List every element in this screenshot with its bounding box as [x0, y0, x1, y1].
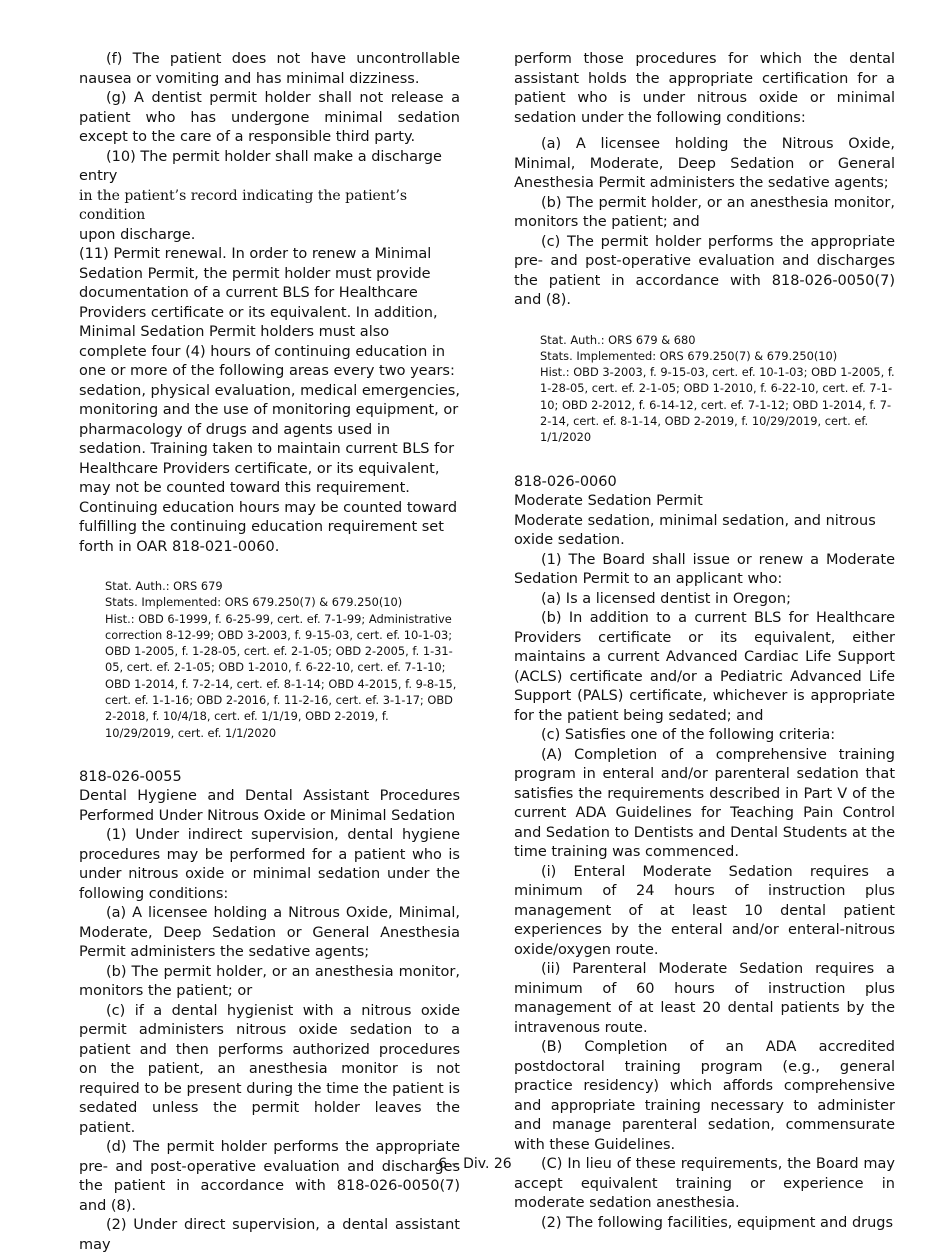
paragraph: (2) The following facilities, equipment and drugs: [541, 1214, 894, 1231]
statutory-history: [540, 332, 895, 446]
paragraph: (c) The permit holder performs the appropriate pre- and post-operative evaluation and discharges the patient in accordance with 818-026-0050(7) and (8).: [514, 233, 895, 308]
paragraph: (1) Under indirect supervision, dental hygiene procedures may be performed for a patient who is under nitrous oxide or minimal sedation under the following conditions:: [79, 827, 460, 902]
paragraph: (a) A licensee holding a Nitrous Oxide, Minimal, Moderate, Deep Sedation or General Anesthesia Permit administers the sedative agents;: [79, 905, 460, 961]
paragraph: (b) The permit holder, or an anesthesia monitor, monitors the patient; and: [514, 194, 895, 230]
paragraph: (c) if a dental hygienist with a nitrous oxide permit administers nitrous oxide sedation to a patient and then performs authorized procedures on the patient, an anesthesia monitor is not required to be present during the time the patient is sedated unless the permit holder leaves the patient.: [79, 1002, 460, 1136]
paragraph: (C) In lieu of these requirements, the Board may accept equivalent training or experience in moderate sedation anesthesia.: [514, 1156, 895, 1212]
paragraph: (A) Completion of a comprehensive training program in enteral and/or parenteral sedation that satisfies the requirements described in Part V of the current ADA Guidelines for Teaching Pain Control and Sedation to Dentists and Dental Students at the time training was commenced.: [514, 746, 895, 861]
paragraph: (ii) Parenteral Moderate Sedation requires a minimum of 60 hours of instruction plus management of at least 20 dental patients by the intravenous route.: [514, 961, 895, 1036]
paragraph: (a) A licensee holding the Nitrous Oxide, Minimal, Moderate, Deep Sedation or General Anesthesia Permit administers the sedative agents;: [514, 136, 895, 191]
rule-number: 818-026-0055: [79, 768, 182, 785]
paragraph: (2) Under direct supervision, a dental assistant may: [79, 1217, 460, 1253]
stat-auth: Stat. Auth.: ORS 679: [105, 579, 223, 593]
history-note: Hist.: OBD 3-2003, f. 9-15-03, cert. ef. 10-1-03; OBD 1-2005, f. 1-28-05, cert. ef. 2-1-05; OBD 1-2010, f. 6-22-10, cert. ef. 7-1-10; OBD 2-2012, f. 6-14-12, cert. ef. 7-1-12; OBD 1-2014, f. 7-2-14, cert. ef. 8-1-14, OBD 2-2019, f. 10/29/2019, cert. ef. 1/1/2020: [540, 365, 895, 445]
right-column: [514, 50, 895, 1233]
paragraph: (1) The Board shall issue or renew a Moderate Sedation Permit to an applicant who:: [514, 551, 895, 588]
paragraph: (11) Permit renewal. In order to renew a Minimal Sedation Permit, the permit holder must provide documentation of a current BLS for Healthcare Providers certificate or its equivalent. In addition, Minimal Sedation Permit holders must also complete four (4) hours of continuing education in one or more of the following areas every two years: sedation, physical evaluation, medical emergencies, monitoring and the use of monitoring equipment, or pharmacology of drugs and agents used in sedation. Training taken to maintain current BLS for Healthcare Providers certificate, or its equivalent, may not be counted toward this requirement. Continuing education hours may be counted toward fulfilling the continuing education requirement set forth in OAR 818-021-0060.: [79, 246, 460, 555]
paragraph: (d) The permit holder performs the appropriate pre- and post-operative evaluation and discharges the patient in accordance with 818-026-0050(7) and (8).: [79, 1139, 460, 1214]
paragraph: perform those procedures for which the dental assistant holds the appropriate certification for a patient who is under nitrous oxide or minimal sedation under the following conditions:: [514, 51, 895, 126]
paragraph: in the patient’s record indicating the patient’s condition: [79, 187, 408, 223]
stat-auth: Stat. Auth.: ORS 679 & 680: [540, 332, 696, 347]
paragraph: (a) Is a licensed dentist in Oregon;: [541, 590, 792, 607]
statutory-history: [105, 578, 460, 741]
paragraph: (B) Completion of an ADA accredited postdoctoral training program (e.g., general practice residency) which affords comprehensive and appropriate training necessary to administer and manage parenteral sedation, commensurate with these Guidelines.: [514, 1039, 895, 1153]
paragraph: upon discharge.: [79, 226, 196, 243]
paragraph: (g) A dentist permit holder shall not release a patient who has undergone minimal sedation except to the care of a responsible third party.: [79, 90, 460, 145]
paragraph: (i) Enteral Moderate Sedation requires a minimum of 24 hours of instruction plus management of at least 10 dental patient experiences by the enteral and/or enteral-nitrous oxide/oxygen route.: [514, 863, 895, 958]
stats-implemented: Stats. Implemented: ORS 679.250(7) & 679.250(10): [540, 348, 838, 363]
rule-number: 818-026-0060: [514, 473, 617, 490]
paragraph: (c) Satisfies one of the following criteria:: [541, 727, 836, 744]
left-column: [79, 50, 460, 1255]
stats-implemented: Stats. Implemented: ORS 679.250(7) & 679.250(10): [105, 595, 403, 610]
history-note: Hist.: OBD 6-1999, f. 6-25-99, cert. ef. 7-1-99; Administrative correction 8-12-99; OBD 3-2003, f. 9-15-03, cert. ef. 10-1-03; OBD 1-2005, f. 1-28-05, cert. ef. 2-1-05; OBD 2-2005, f. 1-31-05, cert. ef. 2-1-05; OBD 1-2010, f. 6-22-10, cert. ef. 7-1-10; OBD 1-2014, f. 7-2-14, cert. ef. 8-1-14; OBD 4-2015, f. 9-8-15, cert. ef. 1-1-16; OBD 2-2016, f. 11-2-16, cert. ef. 3-1-17; OBD 2-2018, f. 10/4/18, cert. ef. 1/1/19, OBD 2-2019, f. 10/29/2019, cert. ef. 1/1/2020: [105, 611, 457, 740]
page-footer: 6 – Div. 26: [438, 1156, 512, 1172]
paragraph: (b) In addition to a current BLS for Healthcare Providers certificate or its equivalent, either maintains a current Advanced Cardiac Life Support (ACLS) certificate and/or a Pediatric Advanced Life Support (PALS) certificate, whichever is appropriate for the patient being sedated; and: [514, 610, 895, 724]
paragraph: (f) The patient does not have uncontrollable nausea or vomiting and has minimal dizziness.: [79, 51, 460, 87]
rule-title: Moderate Sedation Permit: [514, 493, 703, 510]
paragraph: (10) The permit holder shall make a discharge entry: [79, 148, 442, 184]
rule-title: Dental Hygiene and Dental Assistant Procedures Performed Under Nitrous Oxide or Minimal Sedation: [79, 788, 460, 824]
paragraph: (b) The permit holder, or an anesthesia monitor, monitors the patient; or: [79, 963, 460, 1000]
paragraph: Moderate sedation, minimal sedation, and nitrous oxide sedation.: [514, 512, 876, 549]
